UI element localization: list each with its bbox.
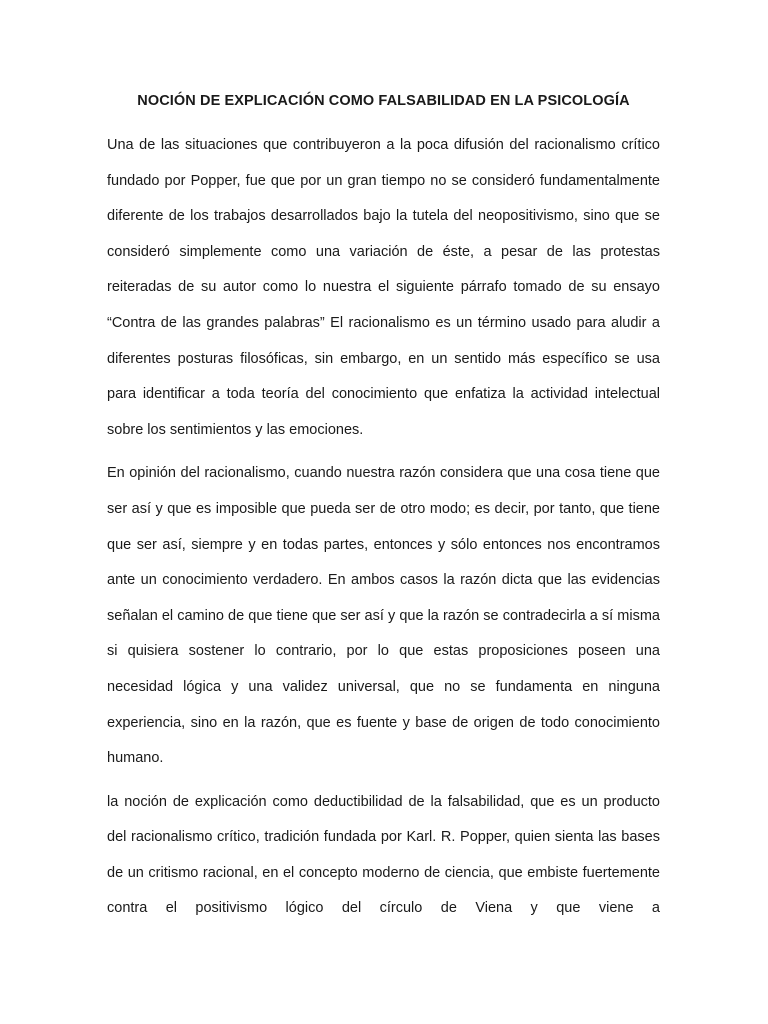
paragraph-3: la noción de explicación como deductibilidad de la falsabilidad, que es un producto del racionalismo crítico, tradición fundada por Karl. R. Popper, quien sienta las bases de un critismo racional, en el concepto moderno de ciencia, que embiste fuertemente contra el positivismo lógico del círculo de Viena y que viene a: [107, 793, 660, 917]
paragraph-2: En opinión del racionalismo, cuando nuestra razón considera que una cosa tiene que ser así y que es imposible que pueda ser de otro modo; es decir, por tanto, que tiene que ser así, siempre y en todas partes, entonces y sólo entonces nos encontramos ante un conocimiento verdadero. En ambos casos la razón dicta que las evidencias señalan el camino de que tiene que ser así y que la razón se contradecirla a sí misma si quisiera sostener lo contrario, por lo que estas proposiciones poseen una necesidad lógica y una validez universal, que no se fundamenta en ninguna experiencia, sino en la razón, que es fuente y base de origen de todo conocimiento humano.: [107, 465, 660, 767]
paragraph-1: Una de las situaciones que contribuyeron a la poca difusión del racionalismo crítico fundado por Popper, fue que por un gran tiempo no se consideró fundamentalmente diferente de los trabajos desarrollados bajo la tutela del neopositivismo, sino que se consideró simplemente como una variación de éste, a pesar de las protestas reiteradas de su autor como lo nuestra el siguiente párrafo tomado de su ensayo “Contra de las grandes palabras” El racionalismo es un término usado para aludir a diferentes posturas filosóficas, sin embargo, en un sentido más específico se usa para identificar a toda teoría del conocimiento que enfatiza la actividad intelectual sobre los sentimientos y las emociones.: [107, 137, 660, 438]
document-title: NOCIÓN DE EXPLICACIÓN COMO FALSABILIDAD EN LA PSICOLOGÍA: [137, 93, 630, 109]
document-page: [107, 88, 660, 935]
